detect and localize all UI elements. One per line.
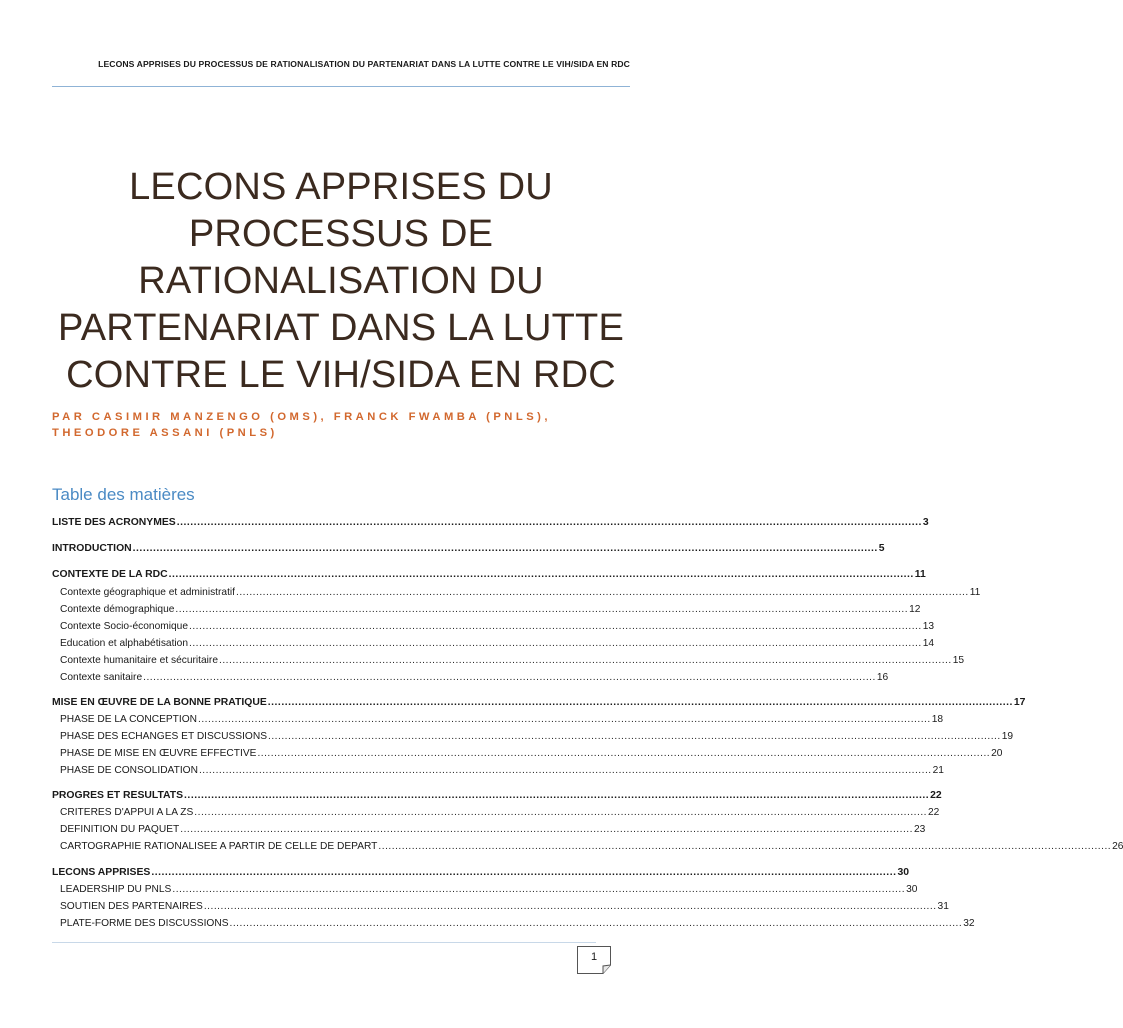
- toc-entry-label: Contexte géographique et administratif: [60, 587, 235, 598]
- toc-leader-dots: ............................................................................................................................................................................................................................: [198, 714, 931, 725]
- toc-entry-label: PHASE DE CONSOLIDATION: [60, 765, 198, 776]
- toc-leader-dots: ............................................................................................................................................................................................................................: [189, 621, 922, 632]
- toc-leader-dots: ............................................................................................................................................................................................................................: [184, 790, 930, 801]
- toc-leader-dots: ............................................................................................................................................................................................................................: [151, 867, 897, 878]
- toc-leader-dots: ............................................................................................................................................................................................................................: [132, 543, 878, 554]
- toc-leader-dots: ............................................................................................................................................................................................................................: [176, 517, 922, 528]
- toc-entry-page: 19: [1001, 731, 1014, 742]
- toc-leader-dots: ............................................................................................................................................................................................................................: [168, 569, 914, 580]
- toc-entry[interactable]: [60, 654, 965, 668]
- toc-entry[interactable]: [60, 840, 1123, 854]
- toc-leader-dots: ............................................................................................................................................................................................................................: [180, 824, 913, 835]
- toc-entry[interactable]: [60, 603, 921, 617]
- toc-entry[interactable]: [60, 823, 926, 837]
- toc-entry-page: 30: [897, 867, 910, 878]
- toc-entry-label: CRITERES D'APPUI A LA ZS: [60, 807, 194, 818]
- page-number-box: [577, 946, 609, 972]
- toc-leader-dots: ............................................................................................................................................................................................................................: [203, 901, 937, 912]
- toc-leader-dots: ............................................................................................................................................................................................................................: [198, 765, 932, 776]
- toc-entry-page: 11: [969, 587, 981, 598]
- toc-entry-page: 22: [930, 790, 942, 801]
- toc-entry-page: 17: [1013, 697, 1026, 708]
- toc-entry[interactable]: [60, 713, 944, 727]
- toc-entry-page: 30: [906, 884, 918, 895]
- toc-entry-label: SOUTIEN DES PARTENAIRES: [60, 901, 203, 912]
- toc-entry[interactable]: [60, 747, 1003, 761]
- toc-leader-dots: ............................................................................................................................................................................................................................: [257, 748, 991, 759]
- toc-entry-label: CONTEXTE DE LA RDC: [52, 569, 168, 580]
- toc-entry-page: 23: [913, 824, 926, 835]
- toc-entry[interactable]: [60, 764, 944, 778]
- toc-entry-label: PROGRES ET RESULTATS: [52, 790, 184, 801]
- toc-entry[interactable]: [52, 696, 1026, 710]
- toc-entry-label: INTRODUCTION: [52, 543, 132, 554]
- toc-entry-page: 3: [922, 517, 929, 528]
- toc-entry[interactable]: [60, 806, 940, 820]
- toc-leader-dots: ............................................................................................................................................................................................................................: [172, 884, 906, 895]
- toc-entry-label: CARTOGRAPHIE RATIONALISEE A PARTIR DE CELLE DE DEPART: [60, 841, 378, 852]
- toc-entry-page: 21: [932, 765, 944, 776]
- toc-leader-dots: ............................................................................................................................................................................................................................: [189, 638, 922, 649]
- toc-entry-label: LECONS APPRISES: [52, 867, 151, 878]
- toc-entry-label: DEFINITION DU PAQUET: [60, 824, 180, 835]
- toc-entry-page: 11: [914, 569, 926, 580]
- toc-entry-page: 5: [878, 543, 885, 554]
- toc-entry-label: PLATE-FORME DES DISCUSSIONS: [60, 918, 229, 929]
- toc-leader-dots: ............................................................................................................................................................................................................................: [143, 672, 876, 683]
- toc-entry-label: Contexte Socio-économique: [60, 621, 188, 632]
- toc-leader-dots: ............................................................................................................................................................................................................................: [268, 731, 1001, 742]
- toc-leader-dots: ............................................................................................................................................................................................................................: [378, 841, 1112, 852]
- toc-entry[interactable]: [60, 586, 981, 600]
- toc-entry-page: 18: [931, 714, 944, 725]
- toc-leader-dots: ............................................................................................................................................................................................................................: [229, 918, 963, 929]
- toc-entry-page: 20: [991, 748, 1003, 759]
- toc-entry[interactable]: [52, 866, 910, 880]
- running-header: LECONS APPRISES DU PROCESSUS DE RATIONALISATION DU PARTENARIAT DANS LA LUTTE CONTRE LE VIH/SIDA EN RDC: [98, 59, 630, 69]
- toc-entry[interactable]: [60, 620, 935, 634]
- toc-entry-page: 32: [963, 918, 975, 929]
- toc-entry[interactable]: [60, 730, 1014, 744]
- toc-entry[interactable]: [60, 637, 935, 651]
- toc-entry-label: PHASE DE LA CONCEPTION: [60, 714, 197, 725]
- toc-entry-page: 14: [922, 638, 935, 649]
- toc-entry[interactable]: [52, 516, 929, 530]
- toc-entry-label: Contexte humanitaire et sécuritaire: [60, 655, 218, 666]
- document-title: LECONS APPRISES DU PROCESSUS DE RATIONALISATION DU PARTENARIAT DANS LA LUTTE CONTRE LE VIH/SIDA EN RDC: [57, 166, 624, 396]
- toc-entry-page: 31: [937, 901, 949, 912]
- footer-divider: [52, 942, 596, 943]
- toc-entry[interactable]: [52, 542, 885, 556]
- toc-leader-dots: ............................................................................................................................................................................................................................: [194, 807, 927, 818]
- toc-entry[interactable]: [60, 917, 975, 931]
- toc-leader-dots: ............................................................................................................................................................................................................................: [175, 604, 909, 615]
- toc-entry[interactable]: [60, 883, 918, 897]
- toc-leader-dots: ............................................................................................................................................................................................................................: [219, 655, 952, 666]
- toc-entry-label: LISTE DES ACRONYMES: [52, 517, 176, 528]
- toc-entry-page: 15: [952, 655, 965, 666]
- page-number: 1: [590, 951, 598, 963]
- toc-entry-page: 22: [928, 807, 940, 818]
- toc-entry-page: 12: [909, 604, 921, 615]
- toc-entry-page: 13: [922, 621, 935, 632]
- toc-entry[interactable]: [60, 900, 949, 914]
- toc-entry-label: PHASE DES ECHANGES ET DISCUSSIONS: [60, 731, 268, 742]
- toc-leader-dots: ............................................................................................................................................................................................................................: [267, 697, 1013, 708]
- toc-heading: Table des matières: [52, 485, 195, 504]
- document-authors: PAR CASIMIR MANZENGO (OMS), FRANCK FWAMBA (PNLS), THEODORE ASSANI (PNLS): [52, 411, 552, 439]
- toc-entry-label: MISE EN ŒUVRE DE LA BONNE PRATIQUE: [52, 697, 267, 708]
- toc-entry[interactable]: [60, 671, 889, 685]
- toc-leader-dots: ............................................................................................................................................................................................................................: [236, 587, 969, 598]
- toc-entry-page: 26: [1112, 841, 1123, 852]
- toc-entry-label: Contexte démographique: [60, 604, 175, 615]
- toc-entry-label: LEADERSHIP DU PNLS: [60, 884, 172, 895]
- toc-entry-page: 16: [876, 672, 889, 683]
- toc-entry-label: PHASE DE MISE EN ŒUVRE EFFECTIVE: [60, 748, 257, 759]
- header-divider: [52, 86, 630, 87]
- toc-entry[interactable]: [52, 568, 926, 582]
- toc-entry-label: Contexte sanitaire: [60, 672, 143, 683]
- toc-entry[interactable]: [52, 789, 942, 803]
- toc-entry-label: Education et alphabétisation: [60, 638, 189, 649]
